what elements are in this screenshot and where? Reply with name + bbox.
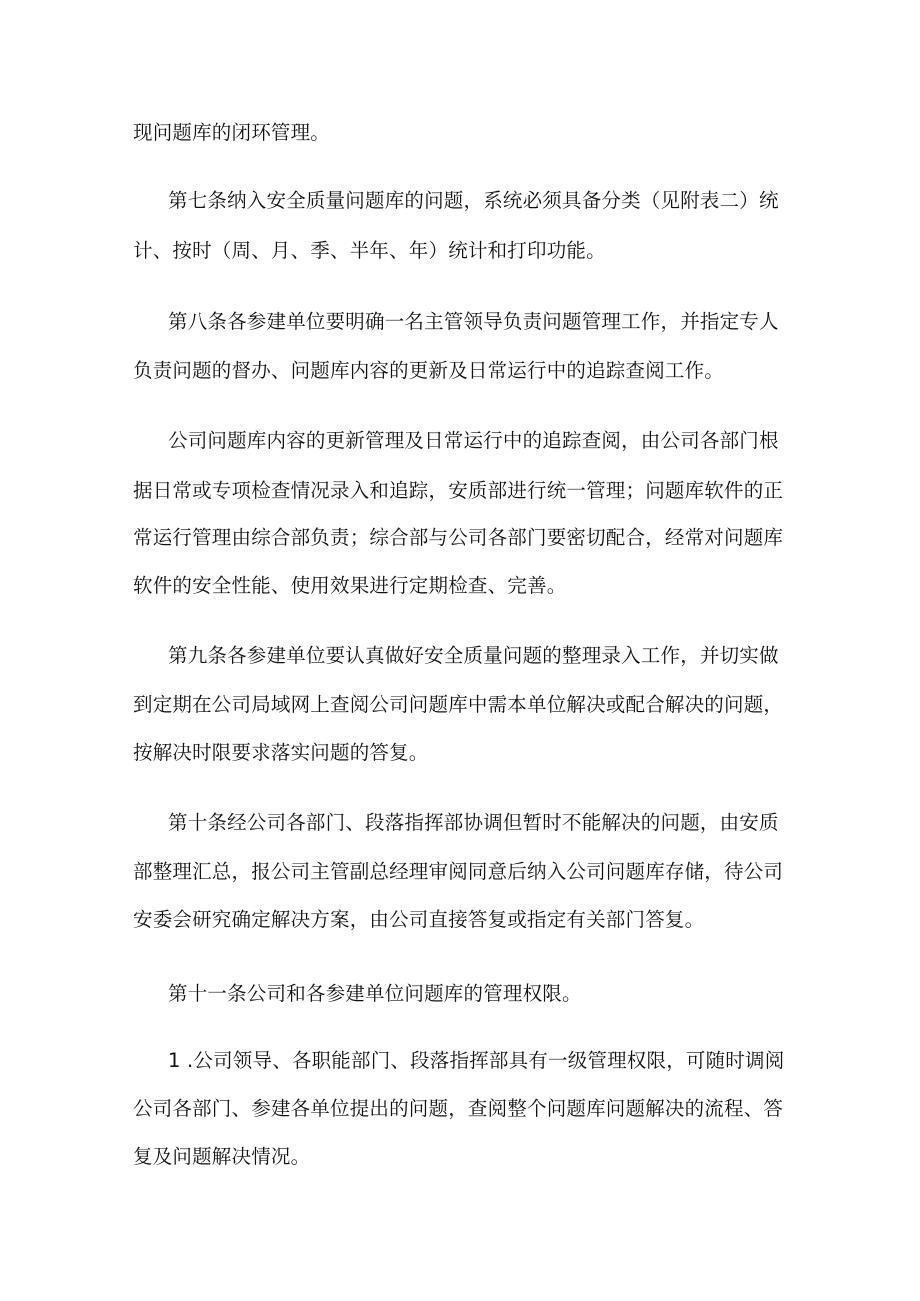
text-line: 常运行管理由综合部负责；综合部与公司各部门要密切配合，经常对问题库 <box>133 526 784 549</box>
text-line: 复及问题解决情况。 <box>133 1145 311 1168</box>
text-line: 现问题库的闭环管理。 <box>133 121 331 144</box>
text-line: 软件的安全性能、使用效果进行定期检查、完善。 <box>133 574 567 597</box>
text-line: 公司问题库内容的更新管理及日常运行中的追踪查阅，由公司各部门根 <box>168 429 779 452</box>
text-line: 计、按时（周、月、季、半年、年）统计和打印功能。 <box>133 239 606 262</box>
text-line: 按解决时限要求落实问题的答复。 <box>133 741 429 764</box>
text-line: 部整理汇总，报公司主管副总经理审阅同意后纳入公司问题库存储，待公司 <box>133 860 784 883</box>
text-line: 安委会研究确定解决方案，由公司直接答复或指定有关部门答复。 <box>133 908 705 931</box>
text-line: 第七条纳入安全质量问题库的问题，系统必须具备分类（见附表二）统 <box>168 189 779 212</box>
text-line: 到定期在公司局域网上查阅公司问题库中需本单位解决或配合解决的问题， <box>133 693 784 716</box>
text-line: 第八条各参建单位要明确一名主管领导负责问题管理工作，并指定专人 <box>168 310 779 333</box>
text-line: 第九条各参建单位要认真做好安全质量问题的整理录入工作，并切实做 <box>168 644 779 667</box>
text-line: 据日常或专项检查情况录入和追踪，安质部进行统一管理；问题库软件的正 <box>133 479 784 502</box>
text-line: 负责问题的督办、问题库内容的更新及日常运行中的追踪查阅工作。 <box>133 359 725 382</box>
text-line: 第十一条公司和各参建单位问题库的管理权限。 <box>168 982 582 1005</box>
text-line: 公司各部门、参建各单位提出的问题，查阅整个问题库问题解决的流程、答 <box>133 1097 784 1120</box>
text-line: 第十条经公司各部门、段落指挥部协调但暂时不能解决的问题，由安质 <box>168 811 779 834</box>
text-line: 1 .公司领导、各职能部门、段落指挥部具有一级管理权限，可随时调阅 <box>168 1049 785 1072</box>
